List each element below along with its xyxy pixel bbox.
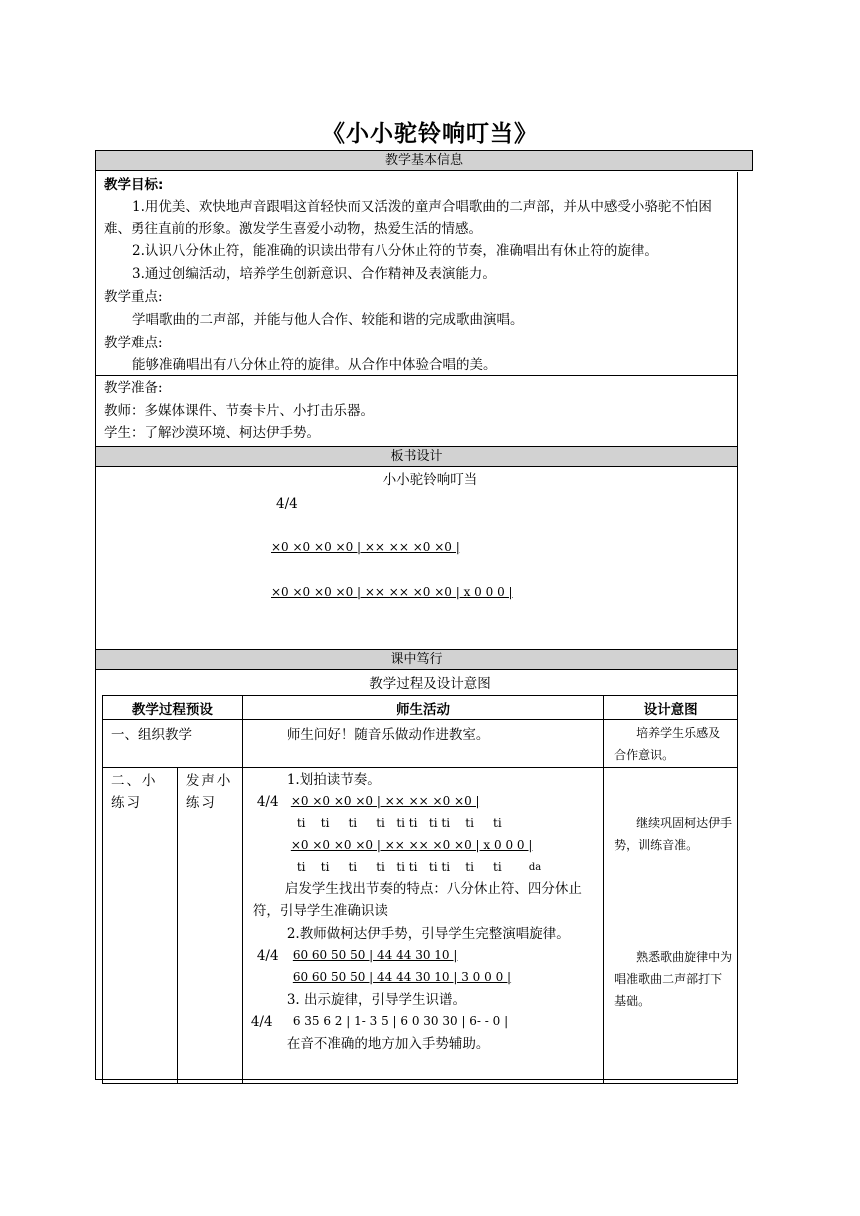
step-1: 1.划拍读节奏。: [286, 772, 381, 788]
row2-rhythm-1: ×0 ×0 ×0 ×0 | ×× ×× ×0 ×0 |: [290, 794, 480, 808]
process-caption: 教学过程及设计意图: [369, 676, 491, 692]
step-4: 在音不准确的地方加入手势辅助。: [286, 1036, 490, 1052]
row2-activity: [242, 768, 603, 1084]
row1-activity: 师生问好！随音乐做动作进教室。: [242, 720, 603, 768]
step-2: 2.教师做柯达伊手势，引导学生完整演唱旋律。: [286, 926, 570, 942]
section-in-class: 课中笃行: [95, 649, 738, 670]
section-board-design: 板书设计: [95, 446, 738, 467]
section-basic-info: 教学基本信息: [95, 150, 753, 171]
objective-2: 2.认识八分休止符，能准确的识读出带有八分休止符的节奏，准确唱出有休止符的旋律。: [132, 243, 658, 259]
row2-syllables-2: ti ti ti ti ti ti ti ti ti ti: [296, 860, 502, 874]
board-rhythm-2: ×0 ×0 ×0 ×0 | ×× ×× ×0 ×0 | x 0 0 0 |: [271, 585, 513, 599]
objective-1: 1.用优美、欢快地声音跟唱这首轻快而又活泼的童声合唱歌曲的二声部，并从中感受小骆驼不怕困难、勇往直前的形象。激发学生喜爱小动物，热爱生活的情感。: [104, 199, 712, 237]
melody-line-2: 60 60 50 50 | 44 44 30 10 | 3 0 0 0 |: [292, 970, 512, 984]
row2-syllable-end: da: [528, 862, 542, 873]
intent-1: 继续巩固柯达伊手势，训练音准。: [614, 816, 733, 852]
row2-sub: 发声小练习: [177, 768, 242, 1084]
intent-2: 熟悉歌曲旋律中为唱准歌曲二声部打下基础。: [614, 950, 733, 1008]
row2-intent: [604, 768, 738, 1084]
board-meter: 4/4: [276, 496, 298, 512]
difficulty-label: 教学难点:: [104, 335, 163, 351]
row2-syllables-1: ti ti ti ti ti ti ti ti ti ti: [296, 816, 502, 830]
key-point-text: 学唱歌曲的二声部，并能与他人合作、较能和谐的完成歌曲演唱。: [132, 312, 524, 328]
header-stage: 教学过程预设: [103, 696, 243, 720]
prep-teacher: 教师：多媒体课件、节奏卡片、小打击乐器。: [104, 403, 374, 419]
rhythm-hint: 启发学生找出节奏的特点：八分休止符、四分休止符，引导学生准确识读: [252, 881, 582, 919]
process-table: [102, 695, 738, 1084]
row2-meter-3: 4/4: [250, 1014, 273, 1030]
prep-label: 教学准备:: [104, 380, 163, 396]
row2-stage: 二、小练习: [103, 768, 178, 1084]
row2-meter-1: 4/4: [256, 794, 279, 810]
row1-stage: 一、组织教学: [103, 720, 243, 768]
step-3: 3. 出示旋律，引导学生识谱。: [286, 992, 466, 1008]
page-title: 《小小驼铃响叮当》: [322, 120, 538, 147]
board-rhythm-1: ×0 ×0 ×0 ×0 | ×× ×× ×0 ×0 |: [271, 540, 460, 554]
melody-line-1: 60 60 50 50 | 44 44 30 10 |: [292, 948, 458, 962]
prep-student: 学生：了解沙漠环境、柯达伊手势。: [104, 425, 320, 441]
row2-rhythm-2: ×0 ×0 ×0 ×0 | ×× ×× ×0 ×0 | x 0 0 0 |: [290, 838, 533, 852]
objective-3: 3.通过创编活动，培养学生创新意识、合作精神及表演能力。: [132, 266, 496, 282]
divider: [95, 375, 738, 376]
row2-meter-2: 4/4: [256, 948, 279, 964]
board-title: 小小驼铃响叮当: [382, 472, 478, 488]
header-activity: 师生活动: [242, 696, 603, 720]
melody-line-3: 6 35 6 2 | 1- 3 5 | 6 0 30 30 | 6- - 0 |: [292, 1014, 509, 1028]
key-point-label: 教学重点:: [104, 289, 163, 305]
difficulty-text: 能够准确唱出有八分休止符的旋律。从合作中体验合唱的美。: [132, 357, 497, 373]
row1-intent: 培养学生乐感及合作意识。: [604, 720, 738, 768]
header-intent: 设计意图: [604, 696, 738, 720]
objectives-label: 教学目标:: [104, 177, 164, 193]
